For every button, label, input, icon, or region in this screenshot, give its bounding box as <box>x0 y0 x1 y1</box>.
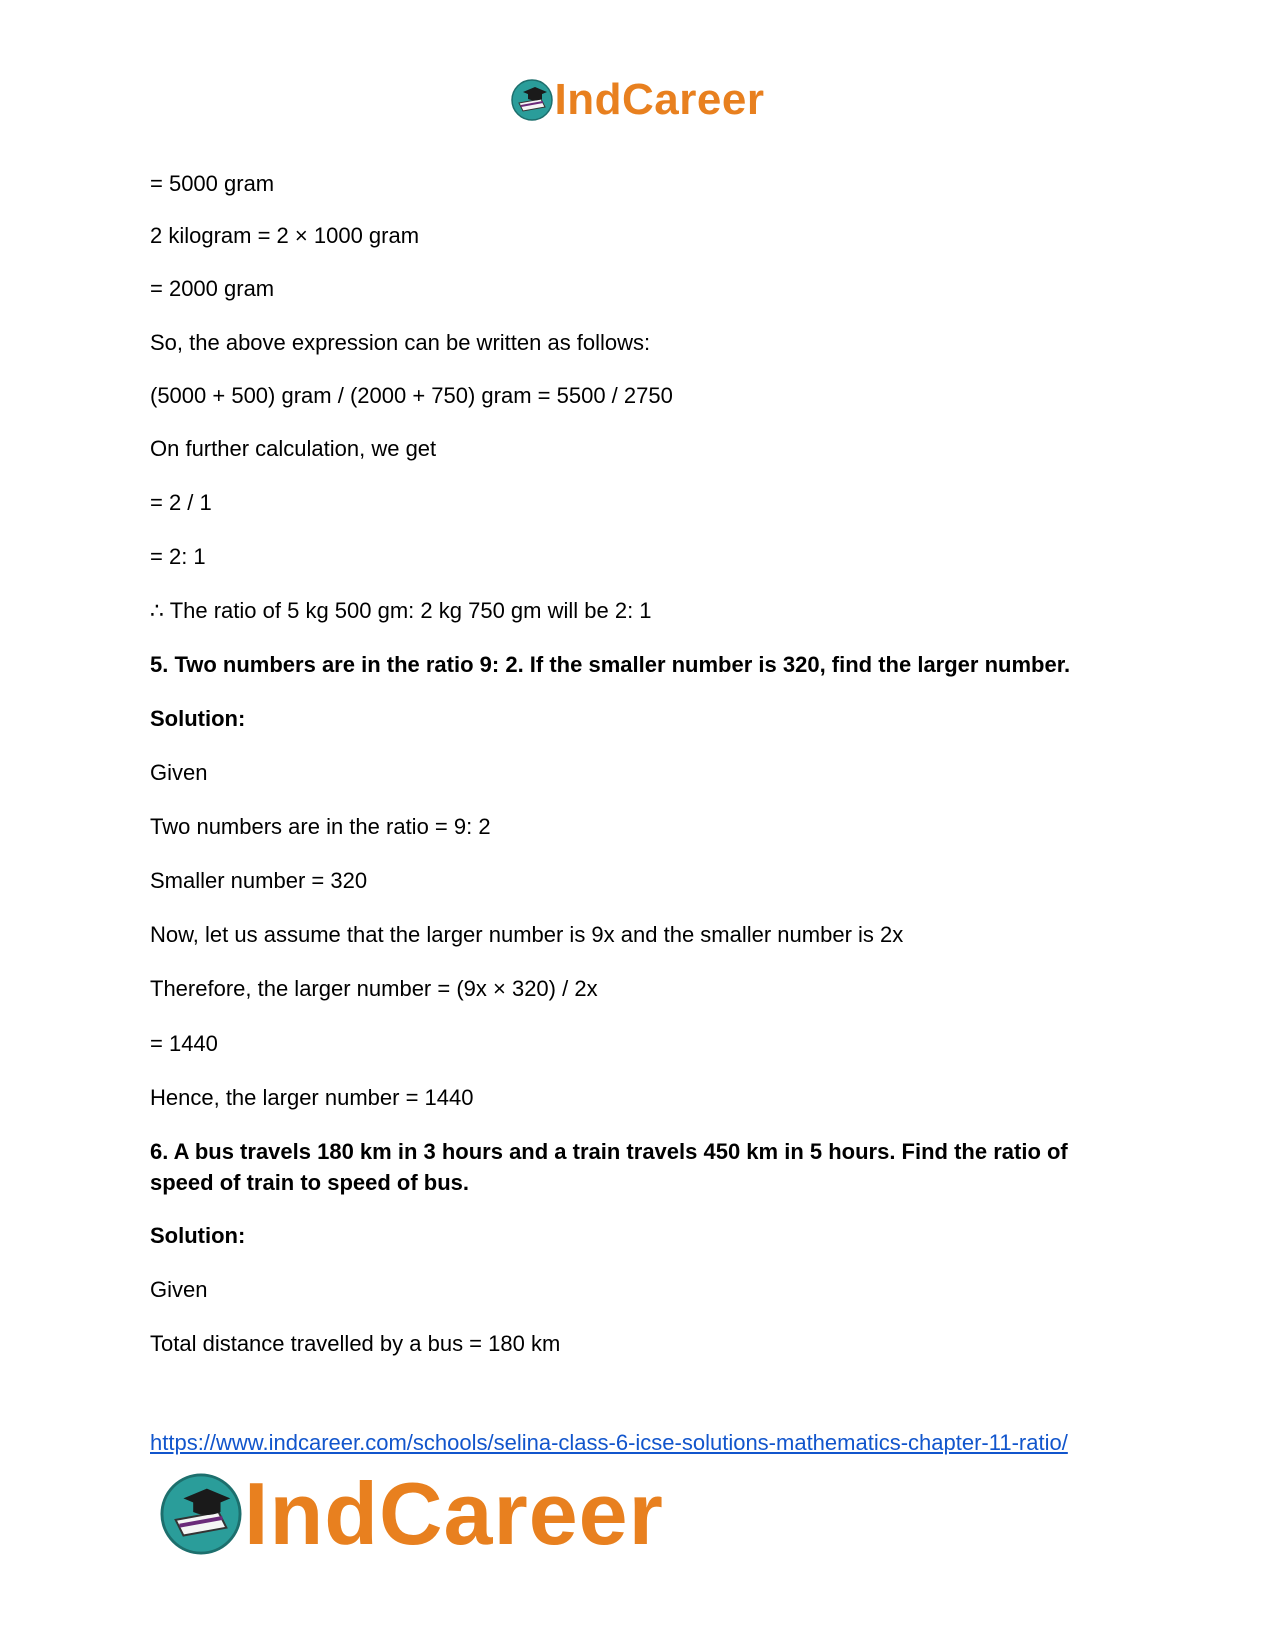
question-5-heading: 5. Two numbers are in the ratio 9: 2. If the smaller number is 320, find the larger number. <box>150 652 1071 677</box>
conclusion-line: Hence, the larger number = 1440 <box>150 1085 474 1110</box>
text-line: Total distance travelled by a bus = 180 km <box>150 1331 561 1356</box>
graduation-book-icon <box>160 1473 242 1555</box>
text-line: Given <box>150 1277 208 1302</box>
header-logo <box>0 75 1275 124</box>
text-line: = 2000 gram <box>150 276 275 301</box>
text-line: = 5000 gram <box>150 171 275 196</box>
text-line: Given <box>150 760 208 785</box>
text-line: Two numbers are in the ratio = 9: 2 <box>150 814 491 839</box>
conclusion-line: ∴ The ratio of 5 kg 500 gm: 2 kg 750 gm will be 2: 1 <box>150 598 652 623</box>
footer-logo-text: IndCareer <box>244 1464 664 1563</box>
text-line: = 2 / 1 <box>150 490 212 515</box>
text-line: Therefore, the larger number = (9x × 320) / 2x <box>150 976 598 1001</box>
question-6-heading: 6. A bus travels 180 km in 3 hours and a train travels 450 km in 5 hours. Find the ratio of speed of train to speed of bus. <box>150 1139 1068 1195</box>
footer-logo <box>160 1464 664 1563</box>
text-line: (5000 + 500) gram / (2000 + 750) gram = 5500 / 2750 <box>150 383 673 408</box>
graduation-book-icon <box>511 79 553 121</box>
source-url-link[interactable]: https://www.indcareer.com/schools/selina-class-6-icse-solutions-mathematics-chapter-11-ratio/ <box>150 1430 1068 1455</box>
text-line: = 1440 <box>150 1031 218 1056</box>
solution-label: Solution: <box>150 1223 246 1248</box>
text-line: Smaller number = 320 <box>150 868 368 893</box>
text-line: = 2: 1 <box>150 544 206 569</box>
text-line: So, the above expression can be written as follows: <box>150 330 651 355</box>
text-line: Now, let us assume that the larger number is 9x and the smaller number is 2x <box>150 922 904 947</box>
text-line: On further calculation, we get <box>150 436 437 461</box>
header-logo-text: IndCareer <box>554 75 765 124</box>
solution-label: Solution: <box>150 706 246 731</box>
text-line: 2 kilogram = 2 × 1000 gram <box>150 223 420 248</box>
